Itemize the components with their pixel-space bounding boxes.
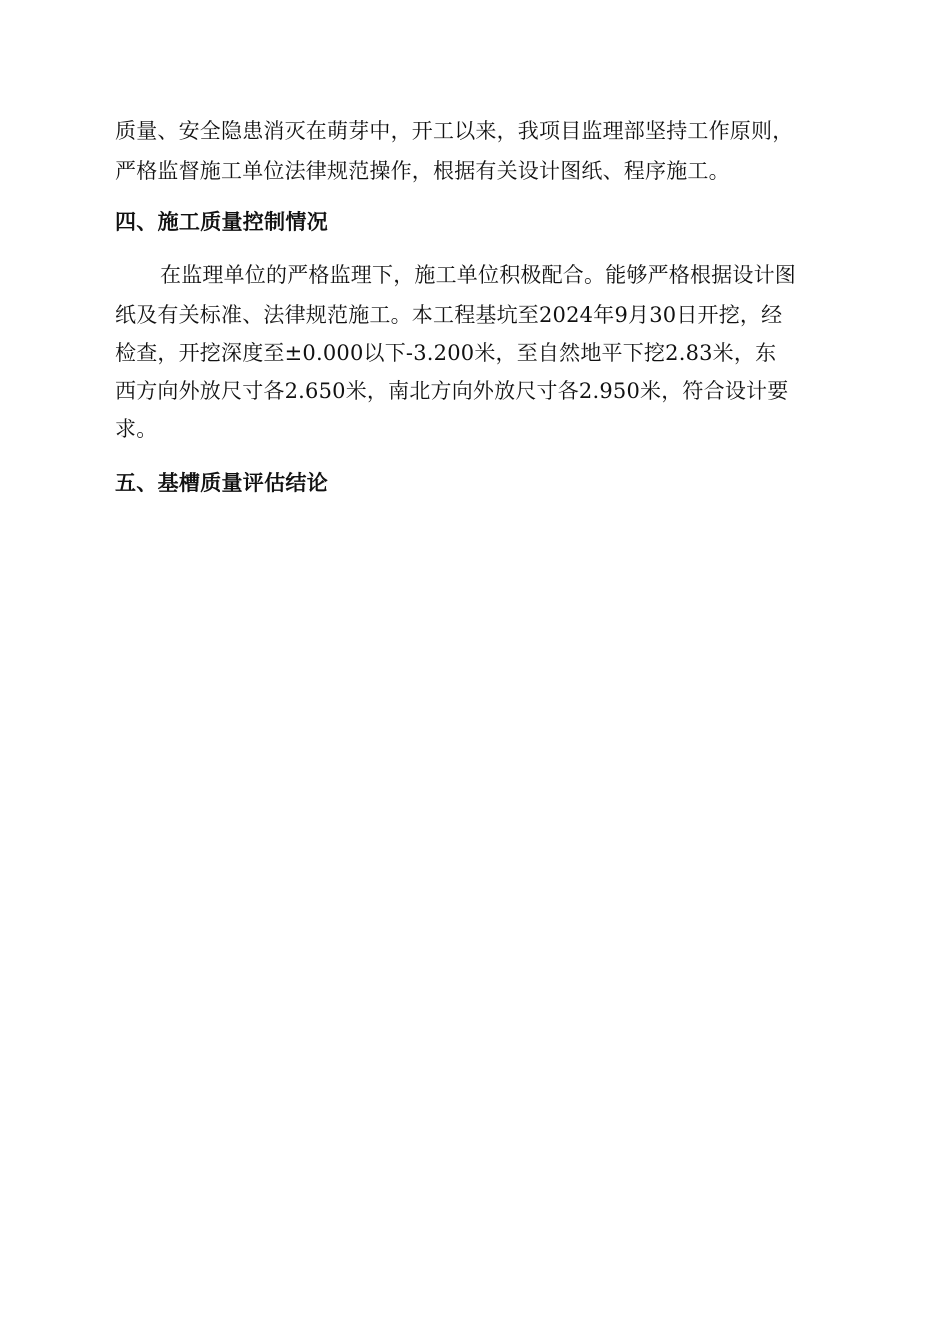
section-5-heading: 五、基槽质量评估结论 bbox=[115, 471, 328, 495]
paragraph-2-line-3: 检查，开挖深度至±0.000以下-3.200米，至自然地平下挖2.83米，东 bbox=[115, 341, 777, 365]
paragraph-1-line-1: 质量、安全隐患消灭在萌芽中，开工以来，我项目监理部坚持工作原则， bbox=[115, 119, 794, 143]
paragraph-2-line-5: 求。 bbox=[115, 417, 158, 441]
paragraph-2-line-1: 在监理单位的严格监理下，施工单位积极配合。能够严格根据设计图 bbox=[160, 263, 796, 287]
section-4-heading: 四、施工质量控制情况 bbox=[115, 210, 328, 234]
paragraph-2-line-2: 纸及有关标准、法律规范施工。本工程基坑至2024年9月30日开挖，经 bbox=[115, 303, 783, 327]
paragraph-2-line-4: 西方向外放尺寸各2.650米，南北方向外放尺寸各2.950米，符合设计要 bbox=[115, 379, 789, 403]
paragraph-1-line-2: 严格监督施工单位法律规范操作，根据有关设计图纸、程序施工。 bbox=[115, 159, 730, 183]
